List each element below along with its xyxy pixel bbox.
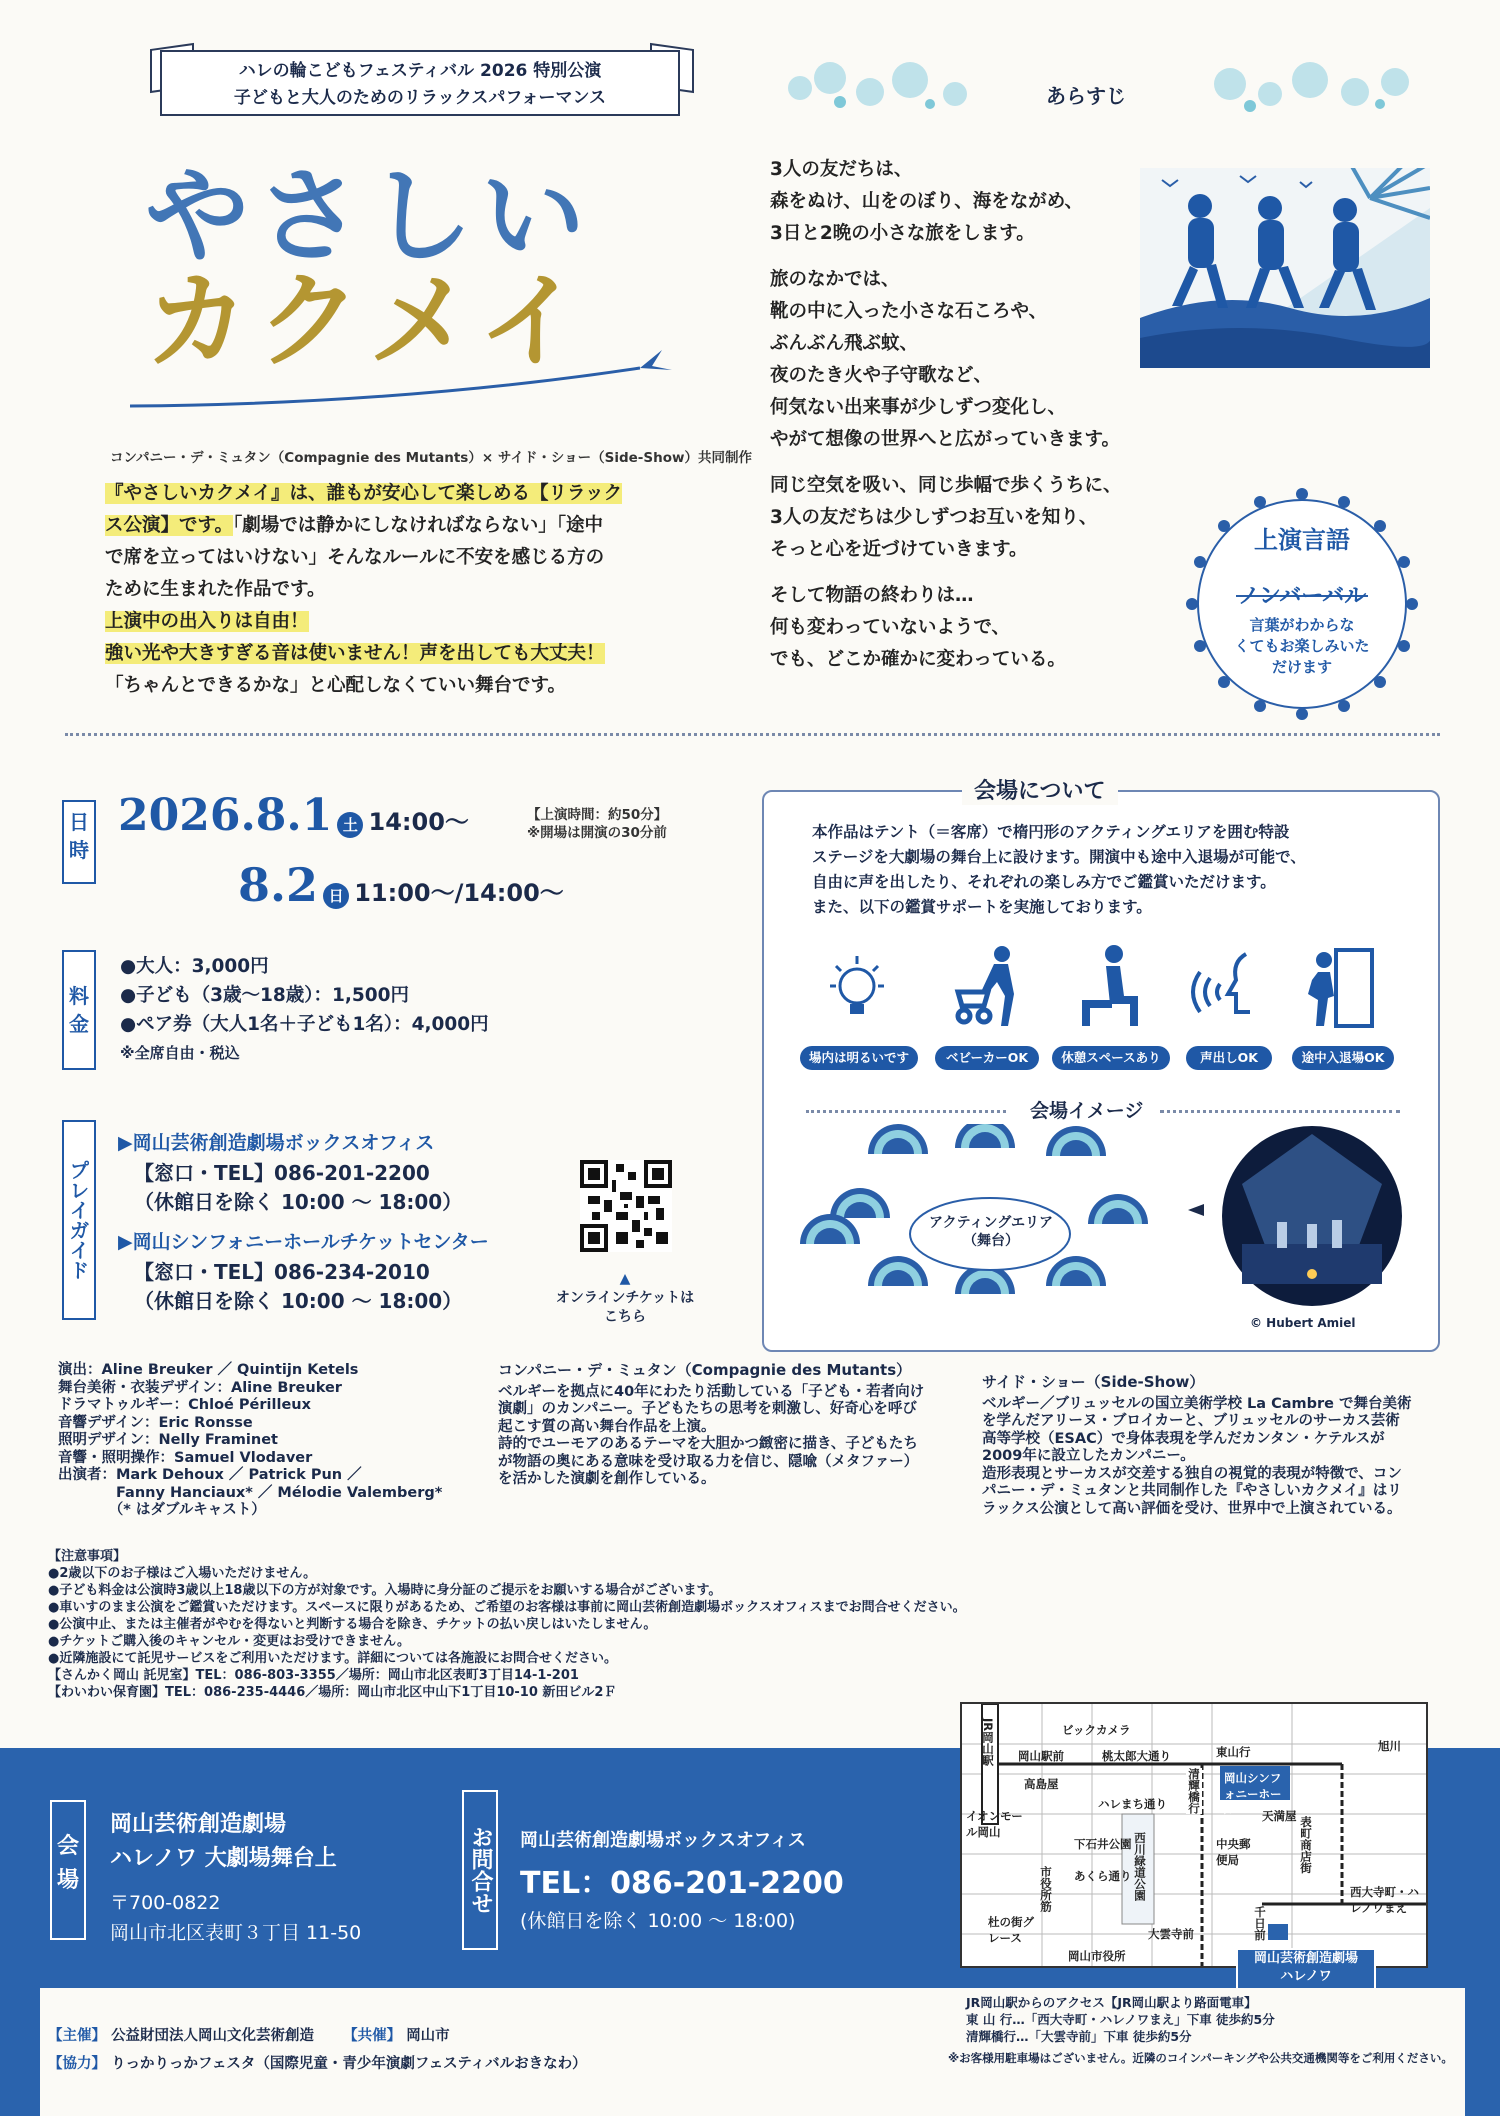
venue-address: 岡山市北区表町３丁目 11-50	[110, 1922, 362, 1944]
notes-title: 【注意事項】	[48, 1549, 127, 1564]
synopsis-line: 夜のたき火や子守歌など、	[770, 365, 993, 386]
intro-closing: 「ちゃんとできるかな」と心配しなくていい舞台です。	[105, 675, 567, 696]
price-item: ●ペア券（大人1名＋子ども1名）：4,000円	[120, 1014, 489, 1035]
swallow-swoosh-icon	[120, 340, 680, 420]
intro-highlight-2: ス公演】です。	[105, 515, 234, 536]
access-info	[966, 1994, 1275, 2045]
date-row-1	[118, 790, 469, 841]
contact-hours: (休館日を除く 10:00 ～ 18:00)	[520, 1910, 796, 1932]
map-label: 高島屋	[1024, 1777, 1059, 1791]
mutants-title: コンパニー・デ・ミュタン（Compagnie des Mutants）	[498, 1361, 912, 1379]
map-label: 西大寺町・ハレノワまえ	[1350, 1885, 1419, 1915]
map-label: 岡山駅前	[1018, 1749, 1064, 1763]
synopsis-line: 何も変わっていないようで、	[770, 617, 1010, 638]
voice-icon	[1190, 944, 1270, 1030]
support-tag-voice: 声出しOK	[1186, 1046, 1272, 1070]
note-item: 【わいわい保育園】TEL：086-235-4446／場所：岡山市北区中山下1丁目10-10 新田ビル2Ｆ	[48, 1685, 617, 1700]
notes	[48, 1548, 1228, 1701]
parking-note: ※お客様用駐車場はございません。近隣のコインパーキングや公共交通機関等をご利用ください。	[948, 2051, 1453, 2065]
playguide-label: プレイガイド	[62, 1120, 96, 1320]
venue-label: 会場	[50, 1800, 86, 1940]
image-divider-right	[1160, 1110, 1400, 1113]
intro-highlight-a: 上演中の出入りは自由！	[105, 611, 309, 632]
access-map[interactable]	[960, 1702, 1428, 1968]
support-tag-rest-space: 休憩スペースあり	[1052, 1046, 1170, 1070]
date-2: 8.2	[238, 858, 319, 912]
map-label: あくら通り	[1074, 1869, 1132, 1883]
synopsis-line: ぶんぶん飛ぶ蚊、	[770, 333, 919, 354]
price-item: ●大人：3,000円	[120, 956, 269, 977]
note-item: ●2歳以下のお子様はご入場いただけません。	[48, 1566, 317, 1581]
symphony-hall-tel: 【窓口・TEL】086-234-2010	[134, 1260, 430, 1284]
cooperation-label: 【協力】	[48, 2056, 106, 2072]
light-bulb-icon	[822, 950, 892, 1030]
acting-area-label: アクティングエリア （舞台）	[929, 1215, 1053, 1249]
synopsis-line: 3日と2晩の小さな旅をします。	[770, 223, 1035, 244]
venue-map-marker: 岡山芸術創造劇場 ハレノワ	[1236, 1948, 1376, 1992]
synopsis-line: 3人の友だちは、	[770, 159, 913, 180]
co-organizer-label: 【共催】	[343, 2028, 402, 2044]
map-label: 下石井公園	[1074, 1837, 1132, 1851]
price-value: 1,500円	[332, 985, 410, 1006]
map-label: ハレまち通り	[1098, 1797, 1167, 1811]
title-text-2: カクメイ	[145, 260, 590, 382]
map-label: 表町商店街	[1299, 1816, 1313, 1874]
note-item: ●子ども料金は公演時3歳以上18歳以下の方が対象です。入場時に身分証のご提示をお願いする場合がございます。	[48, 1583, 722, 1598]
contact-label: お問合せ	[462, 1790, 498, 1950]
note-item: ●車いすのまま公演をご鑑賞いただけます。スペースに限りがあるため、ご希望のお客様は事前に岡山芸術創造劇場ボックスオフィスまでお問合せください。	[48, 1600, 966, 1615]
banner-line-1: ハレの輪こどもフェスティバル 2026 特別公演	[238, 61, 602, 81]
box-office-hours: （休館日を除く 10:00 ～ 18:00）	[134, 1190, 463, 1214]
price-item: ●子ども（3歳～18歳）：1,500円	[120, 985, 410, 1006]
door-open-note: ※開場は開演の30分前	[527, 825, 667, 841]
synopsis-line: そっと心を近づけていきます。	[770, 539, 1028, 560]
contact-tel[interactable]: TEL：086-201-2200	[520, 1866, 844, 1901]
price-list	[120, 952, 489, 1068]
contact-info	[520, 1826, 844, 1933]
qr-code-icon[interactable]	[580, 1160, 672, 1252]
synopsis-line: 森をぬけ、山をのぼり、海をながめ、	[770, 191, 1084, 212]
map-label: 清輝橋行	[1187, 1768, 1201, 1814]
organizer-info	[48, 2022, 587, 2078]
synopsis-text	[770, 154, 1200, 676]
co-organizer: 岡山市	[406, 2028, 450, 2044]
title-text-1: やさしい	[145, 155, 594, 277]
synopsis-line: 3人の友だちは少しずつお互いを知り、	[770, 507, 1098, 528]
map-label: 杜の街グレース	[988, 1915, 1034, 1945]
note-item: ●公演中止、または主催者がやむを得ないと判断する場合を除き、チケットの払い戻しはいたしません。	[48, 1617, 657, 1632]
date-1: 2026.8.1	[118, 790, 333, 841]
box-office-tel: 【窓口・TEL】086-201-2200	[134, 1161, 430, 1185]
synopsis-line: 靴の中に入った小さな石ころや、	[770, 301, 1048, 322]
map-label: 千日前	[1253, 1906, 1267, 1941]
price-note: ※全席自由・税込	[120, 1044, 240, 1062]
schedule-label: 日時	[62, 800, 96, 884]
language-badge-line: 言葉がわからな	[1249, 616, 1355, 634]
venue-info	[110, 1808, 361, 1948]
language-badge-value: ノンバーバル	[1237, 584, 1367, 609]
map-label: 岡山シンフォニーホール	[1224, 1771, 1282, 1817]
intro-line-3: で席を立ってはいけない」そんなルールに不安を感じる方の	[105, 547, 605, 568]
access-title: JR岡山駅からのアクセス【JR岡山駅より路面電車】	[966, 1995, 1257, 2010]
organizer-label: 【主催】	[48, 2028, 106, 2044]
map-label: 天満屋	[1262, 1809, 1297, 1823]
contact-name: 岡山芸術創造劇場ボックスオフィス	[520, 1830, 806, 1851]
map-label: 東山行	[1216, 1745, 1251, 1759]
map-label: イオンモール岡山	[966, 1809, 1023, 1839]
qr-caption: ▲ オンラインチケットは こちら	[555, 1271, 695, 1325]
organizer: 公益財団法人岡山文化芸術創造	[111, 2028, 315, 2044]
walking-friends-illustration	[1140, 168, 1430, 368]
side-show-title: サイド・ショー（Side-Show）	[982, 1373, 1205, 1391]
stage-photo	[1182, 1124, 1418, 1314]
language-badge-line: くてもお楽しみいた	[1234, 637, 1370, 655]
support-tag-exit: 途中入退場OK	[1292, 1046, 1394, 1070]
intro-highlight-1: 『やさしいカクメイ』は、誰もが安心して楽しめる【リラック	[105, 483, 623, 504]
playguide-list	[118, 1128, 489, 1316]
access-line-2: 清輝橋行…「大雲寺前」下車 徒歩約5分	[966, 2029, 1192, 2044]
event-banner	[160, 50, 680, 116]
price-value: 3,000円	[191, 956, 269, 977]
banner-line-2: 子どもと大人のためのリラックスパフォーマンス	[233, 88, 607, 108]
side-show-profile: サイド・ショー（Side-Show） ベルギー／ブリュッセルの国立美術学校 La Cambre で舞台美術 を学んだアリーヌ・ブロイカーと、ブリュッセルのサーカス芸術 高等学校（ESAC）で身体表現を学んだカンタン・ケテルスが 2009年に設立したカンパニー。 造形表現とサーカスが交差する独自の視覚的表現が特徴で、コン パニー・デ・ミュタンと共同制作した『やさしいカクメイ』はリ ラックス公演として高い評価を受け、世界中で上演されている。	[982, 1374, 1452, 1518]
access-line-1: 東 山 行…「西大寺町・ハレノワまえ」下車 徒歩約5分	[966, 2012, 1275, 2027]
stroller-icon	[950, 944, 1030, 1030]
map-label: 大雲寺前	[1148, 1927, 1194, 1941]
day-1-badge: 土	[337, 812, 363, 838]
note-item: ●近隣施設にて託児サービスをご利用いただけます。詳細については各施設にお問合せください。	[48, 1651, 618, 1666]
support-tag-stroller: ベビーカーOK	[935, 1046, 1039, 1070]
section-divider	[65, 733, 1440, 736]
venue-info-heading: 会場について	[962, 774, 1118, 805]
support-tag-bright: 場内は明るいです	[800, 1046, 918, 1070]
mutants-profile: コンパニー・デ・ミュタン（Compagnie des Mutants） ベルギーを拠点に40年にわたり活動している「子ども・若者向け 演劇」のカンパニー。子どもたちの思考を刺激し、好奇心を呼び 起こす質の高い舞台作品を上演。 詩的でユーモアのあるテーマを大胆かつ緻密に描き、子どもたち が物語の奥にある意味を受け取る力を信じ、隠喩（メタファー） を活かした演劇を創作している。	[498, 1362, 958, 1489]
coproduction-credit: コンパニー・デ・ミュタン（Compagnie des Mutants）× サイド・ショー（Side-Show）共同制作	[110, 450, 752, 466]
note-item: 【さんかく岡山 託児室】TEL：086-803-3355／場所：岡山市北区表町3丁目14-1-201	[48, 1668, 579, 1683]
intro-line-4: ために生まれた作品です。	[105, 579, 326, 600]
synopsis-line: 同じ空気を吸い、同じ歩幅で歩くうちに、	[770, 475, 1122, 496]
venue-image-heading: 会場イメージ	[1030, 1100, 1144, 1122]
image-divider-left	[806, 1110, 1006, 1113]
synopsis-heading: あらすじ	[1046, 84, 1126, 108]
venue-name-1: 岡山芸術創造劇場	[110, 1812, 287, 1837]
map-label: 旭川	[1378, 1739, 1401, 1753]
note-item: ●チケットご購入後のキャンセル・変更はお受けできません。	[48, 1634, 410, 1649]
intro-highlight-b: 強い光や大きすぎる音は使いません！声を出しても大丈夫！	[105, 643, 605, 664]
venue-info-text: 本作品はテント（＝客席）で楕円形のアクティングエリアを囲む特設 ステージを大劇場の舞台上に設けます。開演中も途中入退場が可能で、 自由に声を出したり、それぞれの楽しみ方でご鑑賞いただけます。 また、以下の鑑賞サポートを実施しております。	[812, 823, 1306, 916]
map-label: 中央郵便局	[1216, 1837, 1251, 1867]
staff-credits: 演出：Aline Breuker ／ Quintijn Ketels 舞台美術・衣装デザイン：Aline Breuker ドラマトゥルギー：Chloé Périlleux 音響デザイン：Eric Ronsse 照明デザイン：Nelly Framinet 音響・照明操作：Samuel Vlodaver 出演者：Mark Dehoux ／ Patrick Pun ／ Fanny Hanciaux* ／ Mélodie Valemberg* （* はダブルキャスト）	[58, 1362, 443, 1518]
synopsis-line: やがて想像の世界へと広がっていきます。	[770, 429, 1121, 450]
synopsis-line: 旅のなかでは、	[770, 269, 900, 290]
box-office-link[interactable]: ▶岡山芸術創造劇場ボックスオフィス	[118, 1132, 435, 1154]
symphony-hall-hours: （休館日を除く 10:00 ～ 18:00）	[134, 1289, 463, 1313]
time-2: 11:00～/14:00～	[354, 879, 564, 907]
photo-credit: © Hubert Amiel	[1250, 1316, 1356, 1330]
cooperation: りっかりっかフェスタ（国際児童・青少年演劇フェスティバルおきなわ）	[111, 2056, 587, 2072]
map-label: 西川緑道公園	[1133, 1832, 1147, 1901]
language-badge	[1186, 520, 1418, 677]
venue-name-2: ハレノワ 大劇場舞台上	[110, 1846, 337, 1871]
language-badge-title: 上演言語	[1254, 526, 1350, 554]
synopsis-line: 何気ない出来事が少しずつ変化し、	[770, 397, 1067, 418]
day-2-badge: 日	[323, 883, 349, 909]
synopsis-line: そして物語の終わりは…	[770, 585, 974, 606]
map-label: ビックカメラ	[1062, 1723, 1131, 1737]
duration: 【上演時間：約50分】	[527, 807, 668, 823]
symphony-hall-link[interactable]: ▶岡山シンフォニーホールチケットセンター	[118, 1231, 489, 1253]
duration-note	[527, 806, 667, 842]
exit-door-icon	[1300, 944, 1380, 1030]
date-row-2	[238, 858, 564, 912]
intro-text	[105, 478, 705, 702]
price-value: 4,000円	[411, 1014, 489, 1035]
venue-postal: 〒700-0822	[110, 1892, 221, 1914]
title-line-1	[145, 155, 594, 277]
intro-line-2: 「劇場では静かにしなければならない」「途中	[233, 515, 604, 536]
map-label: 桃太郎大通り	[1102, 1749, 1171, 1763]
price-label: 料金	[62, 950, 96, 1070]
map-label: 岡山市役所	[1068, 1949, 1126, 1963]
language-badge-line: だけます	[1271, 658, 1332, 676]
map-label: 市役所筋	[1039, 1866, 1053, 1912]
seated-person-icon	[1078, 944, 1148, 1030]
map-label: JR岡山駅	[981, 1718, 995, 1766]
synopsis-line: でも、どこか確かに変わっている。	[770, 649, 1066, 670]
time-1: 14:00～	[368, 808, 469, 836]
